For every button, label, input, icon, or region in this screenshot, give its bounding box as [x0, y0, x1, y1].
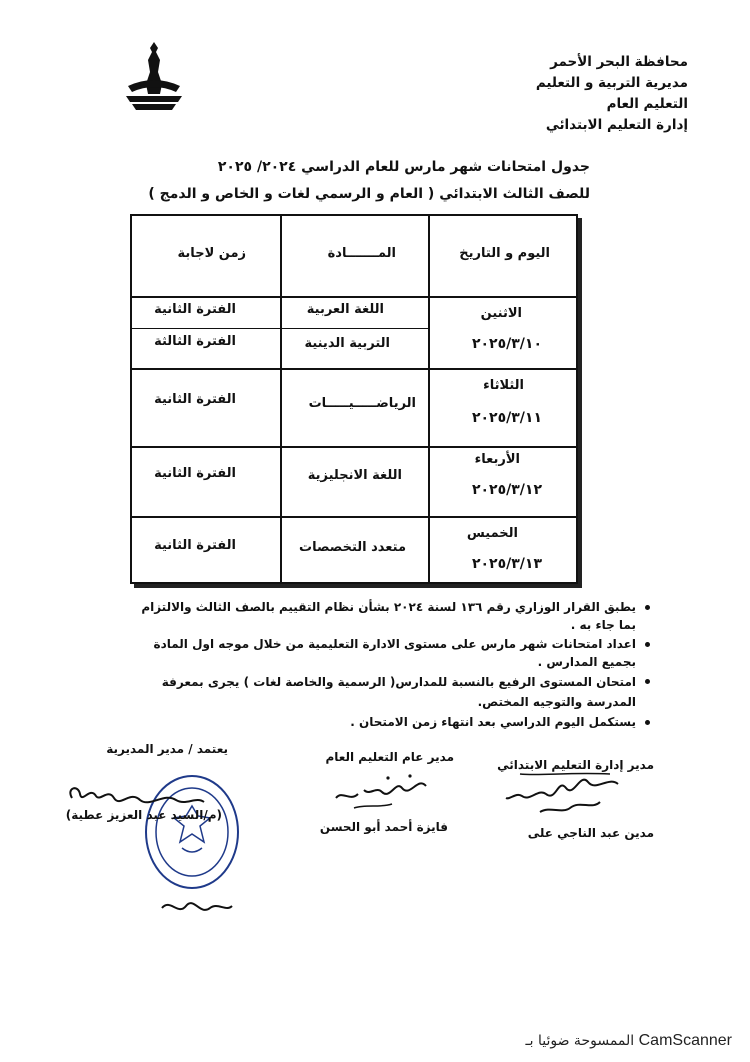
row-date: ٢٠٢٥/٣/١٢: [471, 482, 542, 498]
title-line-1: جدول امتحانات شهر مارس للعام الدراسي ٢٠٢٤/ ٢٠٢٥: [217, 159, 590, 175]
row-subject: متعدد التخصصات: [299, 540, 406, 555]
row-subject: اللغة الانجليزية: [307, 468, 402, 483]
org-line-primary-administration: إدارة التعليم الابتدائي: [545, 117, 688, 133]
row-day: الثلاثاء: [483, 378, 524, 393]
note-item: امتحان المستوى الرفيع بالنسبة للمدارس( الرسمية والخاصة لغات ) يجرى بمعرفة المدرسة والتوجيه المختص.: [130, 672, 650, 712]
general-director-signature: [330, 768, 440, 812]
general-director-title: مدير عام التعليم العام: [325, 750, 454, 764]
primary-director-title: مدير إدارة التعليم الابتدائي: [497, 758, 654, 772]
row-time: الفترة الثانية: [154, 302, 236, 317]
header-day-date: اليوم و التاريخ: [459, 246, 550, 261]
ministry-logo: [118, 38, 190, 116]
organization-header: [448, 52, 688, 136]
watermark-prefix: الممسوحة ضوئيا بـ: [525, 1033, 635, 1049]
note-item: اعداد امتحانات شهر مارس على مستوى الادارة التعليمية من خلال موجه اول المادة بجميع المدارس .: [130, 635, 650, 671]
org-line-directorate: مديرية التربية و التعليم: [535, 75, 688, 91]
document-title: [150, 154, 590, 208]
row-date: ٢٠٢٥/٣/١١: [471, 410, 542, 426]
note-item: يطبق القرار الوزاري رقم ١٣٦ لسنة ٢٠٢٤ بشأن نظام التقييم بالصف الثالث والالتزام بما جاء به .: [130, 598, 650, 634]
table-row: [132, 446, 576, 518]
approval-title: يعتمد / مدير المديرية: [106, 742, 228, 756]
primary-director-name: مدين عبد الناجي على: [527, 826, 654, 840]
approval-initials: [156, 894, 236, 920]
row-day: الاثنين: [480, 306, 522, 321]
scanner-watermark: [526, 1032, 732, 1050]
title-line-2: للصف الثالث الابتدائي ( العام و الرسمي لغات و الخاص و الدمج ): [148, 186, 590, 202]
general-director-name: فايزة أحمد أبو الحسن: [319, 820, 448, 834]
table-row: [132, 368, 576, 448]
row-subject: اللغة العربية: [306, 302, 384, 317]
sub-row-divider: [132, 328, 428, 329]
org-line-general-education: التعليم العام: [606, 96, 688, 112]
note-item: يستكمل اليوم الدراسي بعد انتهاء زمن الامتحان .: [130, 713, 650, 731]
table-row: [132, 516, 576, 582]
exam-schedule-table: [130, 214, 578, 584]
row-time: الفترة الثانية: [154, 538, 236, 553]
header-subject: المـــــــادة: [327, 246, 396, 261]
row-time: الفترة الثانية: [154, 392, 236, 407]
row-date: ٢٠٢٥/٣/١٣: [471, 556, 542, 572]
row-subject: التربية الدينية: [304, 336, 390, 351]
table-header-row: [132, 216, 576, 298]
row-day: الخميس: [466, 526, 518, 541]
watermark-app-name: CamScanner: [638, 1032, 732, 1049]
approval-name: (م/السيد عبد العزيز عطية): [65, 808, 222, 822]
row-date: ٢٠٢٥/٣/١٠: [471, 336, 542, 352]
header-answer-time: زمن لاجابة: [177, 246, 246, 261]
org-line-governorate: محافظة البحر الأحمر: [550, 54, 688, 70]
table-row: [132, 296, 576, 370]
primary-director-signature: [500, 772, 630, 822]
notes-list: [130, 598, 650, 732]
row-time: الفترة الثانية: [154, 466, 236, 481]
row-subject: الرياضـــــيـــــات: [308, 396, 416, 411]
row-day: الأربعاء: [474, 452, 520, 467]
row-time: الفترة الثالثة: [154, 334, 236, 349]
